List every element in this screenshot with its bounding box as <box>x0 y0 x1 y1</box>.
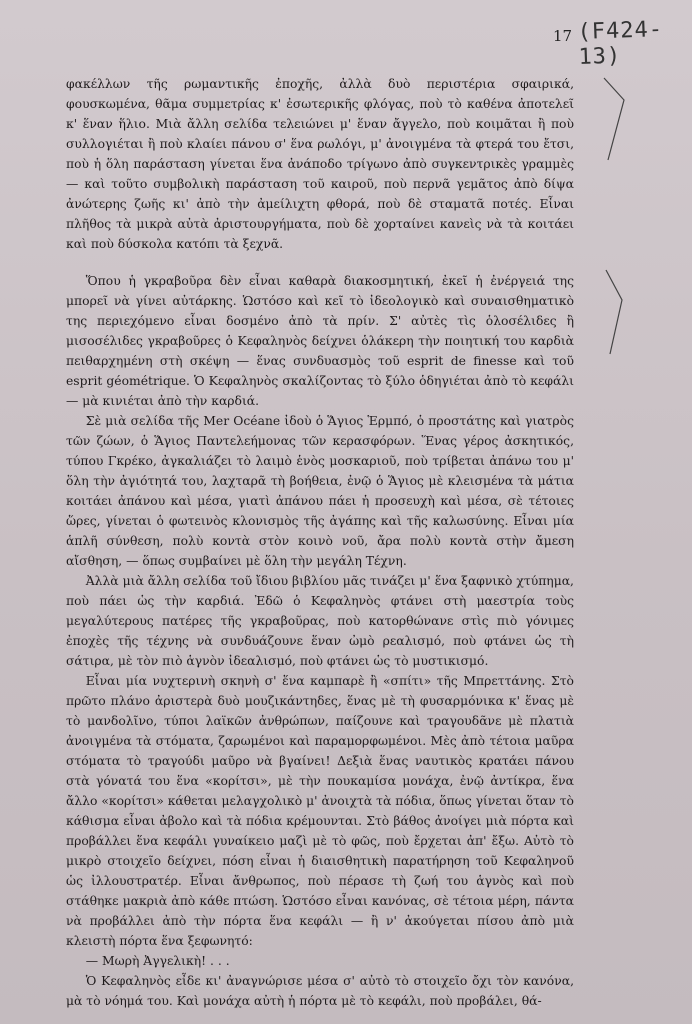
page-number: 17 <box>553 27 573 45</box>
handwritten-archive-code: (F424-13) <box>577 17 664 70</box>
paragraph-1: φακέλλων τῆς ρωμαντικῆς ἐποχῆς, ἀλλὰ δυὸ περιστέρια σφαιρικά, φουσκωμένα, θᾶμα συμμετρίας κ' ἐσωτερικῆς φλόγας, ποὺ τὸ καθένα ἀποτελεῖ κ' ἕναν ἥλιο. Μιὰ ἄλλη σελίδα τελειώνει μ' ἕναν ἄγγελο, ποὺ κοιμᾶται ἢ ποὺ συλλογιέται ἢ ποὺ κλαίει πάνου σ' ἕνα ρωλόγι, μ' ἀνοιγμένα τὰ φτερά του ἔτσι, ποὺ ἡ ὅλη παράσταση γίνεται ἕνα ἀνάποδο τρίγωνο ἀπὸ συγκεντρικὲς γραμμὲς — καὶ τοῦτο συμβολικὴ παράσταση τοῦ καιροῦ, ποὺ περνᾶ γεμᾶτος ἀπὸ δίψα ἀνώτερης ζωῆς κι' ἀπὸ τὴν ἀμείλιχτη φθορά, ποὺ δὲ σταματᾶ ποτές. Εἶναι πλῆθος τὰ μικρὰ αὐτὰ ἀριστουργήματα, ποὺ δὲ χορταίνει κανεὶς νὰ τὰ κοιτάει καὶ ποὺ δύσκολα κατόπι τὰ ξεχνᾶ. <box>66 77 574 251</box>
margin-bracket-mark <box>600 70 632 170</box>
paragraph-7: Ὁ Κεφαληνὸς εἶδε κι' ἀναγνώρισε μέσα σ' αὐτὸ τὸ στοιχεῖο ὄχι τὸν κανόνα, μὰ τὸ νόημά του. Καὶ μονάχα αὐτὴ ἡ πόρτα μὲ τὸ κεφάλι, ποὺ προβάλει, θά- <box>66 974 574 1008</box>
paragraph-2: Ὅπου ἡ γκραβοῦρα δὲν εἶναι καθαρὰ διακοσμητική, ἐκεῖ ἡ ἐνέργειά της μπορεῖ νὰ γίνει αὐτάρκης. Ὡστόσο καὶ κεῖ τὸ ἰδεολογικὸ καὶ συναισθηματικὸ της περιεχόμενο εἶναι δοσμένο ἀπὸ τὰ πρίν. Σ' αὐτὲς τὶς ὁλοσέλιδες ἢ μισοσέλιδες γκραβοῦρες ὁ Κεφαληνὸς δείχνει ὁλάκερη τὴν ποιητική του καρδιὰ πειθαρχημένη στὴ σκέψη — ἕνας συνδυασμὸς τοῦ esprit de finesse καὶ τοῦ esprit géométrique. Ὁ Κεφαληνὸς σκαλίζοντας τὸ ξύλο ὁδηγιέται ἀπὸ τὸ κεφάλι — μὰ κινιέται ἀπὸ τὴν καρδιά. <box>66 274 574 408</box>
article-body <box>66 74 574 1011</box>
paragraph-5: Εἶναι μία νυχτερινὴ σκηνὴ σ' ἕνα καμπαρὲ ἢ «σπίτι» τῆς Μπρεττάνης. Στὸ πρῶτο πλάνο ἀριστερὰ δυὸ μουζικάντηδες, ἕνας μὲ τὴ φυσαρμόνικα κ' ἕνας μὲ τὸ μανδολῖνο, τύποι λαϊκῶν ἀνθρώπων, παίζουνε καὶ τραγουδᾶνε μὲ πλατιὰ ἀνοιγμένα τὰ στόματα, ζαρωμένοι καὶ παραμορφωμένοι. Μὲς ἀπὸ τέτοια μαῦρα στόματα τὸ τραγούδι μαῦρο νὰ βγαίνει! Δεξιὰ ἕνας ναυτικὸς κρατάει πάνου στὰ γόνατά του ἕνα «κορίτσι», μὲ τὴν πουκαμίσα μονάχα, ἐνῷ ἀντίκρα, ἕνα ἄλλο «κορίτσι» κάθεται μελαγχολικὸ μ' ἀνοιχτὰ τὰ πόδια, ὅπως γίνεται ὅταν τὸ κάθισμα εἶναι ἀβολο καὶ τὰ πόδια κρέμουνται. Στὸ βάθος ἀνοίγει μιὰ πόρτα καὶ προβάλλει ἕνα κεφάλι γυναίκειο μαζὶ μὲ τὸ φῶς, ποὺ ἔρχεται ἀπ' ἔξω. Αὐτὸ τὸ μικρὸ στοιχεῖο δείχνει, πόση εἶναι ἡ διαισθητικὴ παρατήρηση τοῦ Κεφαληνοῦ ὡς ἰλλουστρατέρ. Εἶναι ἄνθρωπος, ποὺ πέρασε τὴ ζωή του ἁγνὸς καὶ ποὺ στάθηκε μακριὰ ἀπὸ κάθε πτώση. Ὡστόσο εἶναι κανόνας, σὲ τέτοια μέρη, πάντα νὰ προβάλλει ἀπὸ τὴν πόρτα ἕνα κεφάλι — ἢ ν' ἀκούγεται πίσου ἀπὸ μιὰ κλειστὴ πόρτα ἕνα ξεφωνητό: <box>66 674 574 948</box>
paragraph-6-dialogue: — Μωρὴ Ἀγγελικὴ! . . . <box>85 954 230 968</box>
margin-bracket-mark-2 <box>600 258 632 358</box>
paragraph-4: Ἀλλὰ μιὰ ἄλλη σελίδα τοῦ ἴδιου βιβλίου μᾶς τινάζει μ' ἕνα ξαφνικὸ χτύπημα, ποὺ πάει ὡς τὴν καρδιά. Ἐδῶ ὁ Κεφαληνὸς φτάνει στὴ μαεστρία τοὺς μεγαλύτερους πατέρες τῆς γκραβοῦρας, ποὺ κατορθώνανε στὶς πιὸ γόνιμες ἐποχὲς τῆς τέχνης νὰ συνδυάζουνε ἕναν ὠμὸ ρεαλισμό, ποὺ φτάνει ὡς τὴ σάτιρα, μὲ τὸν πιὸ ἁγνὸν ἰδεαλισμό, ποὺ φτάνει ὡς τὸ μυστικισμό. <box>66 574 574 668</box>
paragraph-3: Σὲ μιὰ σελίδα τῆς Mer Océane ἰδοὺ ὁ Ἅγιος Ἑρμπό, ὁ προστάτης καὶ γιατρὸς τῶν ζώων, ὁ Ἅγιος Παντελεήμονας τῶν κερασφόρων. Ἕνας γέρος ἀσκητικός, τύπου Γκρέκο, ἀγκαλιάζει τὸ λαιμὸ ἑνὸς μοσκαριοῦ, ποὺ τρίβεται ἀπάνω του μ' ὅλη τὴν ἀγιότητά του, λαχταρᾶ τὴ βοήθεια, ἐνῷ ὁ Ἅγιος μὲ κλεισμένα τὰ μάτια κοιτάει ἀπάνου καὶ μέσα, γιατὶ ἀπάνου πάει ἡ προσευχὴ καὶ μέσα, σὲ τέτοιες ὥρες, γίνεται ὁ φωτεινὸς κλονισμὸς τῆς ἀγάπης καὶ τῆς καλωσύνης. Εἶναι μία ἁπλῆ σύνθεση, πολὺ κοντὰ στὸν κοινὸ νοῦ, ἄρα πολὺ κοντὰ στὴν ἄμεση αἴσθηση, — ὅπως συμβαίνει μὲ ὅλη τὴν μεγάλη Τέχνη. <box>66 414 574 568</box>
